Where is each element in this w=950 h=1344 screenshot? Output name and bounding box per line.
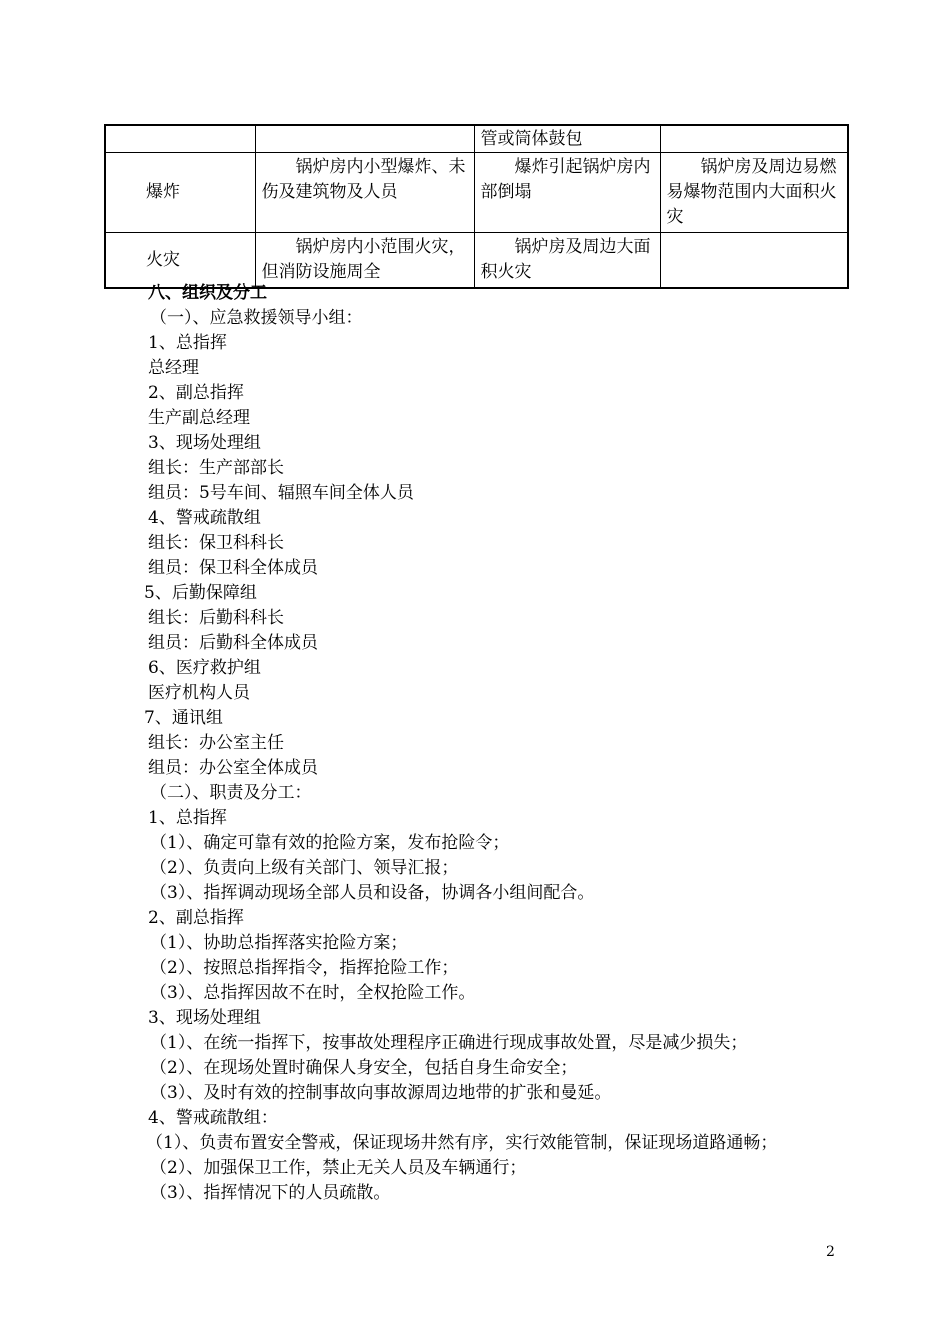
text-line: 1、总指挥 xyxy=(148,808,227,828)
table-cell xyxy=(660,125,848,153)
text-line: 组员：保卫科全体成员 xyxy=(148,558,318,578)
table-cell xyxy=(474,153,660,233)
text-line: （1）、负责布置安全警戒，保证现场井然有序，实行效能管制，保证现场道路通畅； xyxy=(146,1133,778,1153)
text-line: 6、医疗救护组 xyxy=(148,658,261,678)
text-line: （1）、确定可靠有效的抢险方案，发布抢险令； xyxy=(150,833,510,853)
text-line: （二）、职责及分工： xyxy=(150,783,312,803)
text-line: 组长：办公室主任 xyxy=(148,733,284,753)
table-cell xyxy=(474,233,660,289)
text-line: 2、副总指挥 xyxy=(148,383,244,403)
table-cell xyxy=(105,125,255,153)
table-cell xyxy=(660,153,848,233)
text-line: （2）、在现场处置时确保人身安全，包括自身生命安全； xyxy=(150,1058,578,1078)
text-line: （2）、按照总指挥指令，指挥抢险工作； xyxy=(150,958,459,978)
accident-level-table xyxy=(104,124,849,289)
text-line: （2）、加强保卫工作，禁止无关人员及车辆通行； xyxy=(150,1158,527,1178)
text-line: 医疗机构人员 xyxy=(148,683,250,703)
text-line: 3、现场处理组 xyxy=(148,433,261,453)
cell-text: 锅炉房及周边易燃易爆物范围内大面积火灾 xyxy=(666,157,837,227)
text-line: （3）、总指挥因故不在时，全权抢险工作。 xyxy=(150,983,476,1003)
table-cell: 管或筒体鼓包 xyxy=(474,125,660,153)
table-row xyxy=(105,153,848,233)
text-line: 3、现场处理组 xyxy=(148,1008,261,1028)
cell-text: 锅炉房内小型爆炸、未伤及建筑物及人员 xyxy=(261,157,466,202)
text-line: 组员：办公室全体成员 xyxy=(148,758,318,778)
text-line: 总经理 xyxy=(148,358,199,378)
text-line: 生产副总经理 xyxy=(148,408,250,428)
text-line: （一）、应急救援领导小组： xyxy=(150,308,363,328)
text-line: 5、后勤保障组 xyxy=(144,583,257,603)
text-line: 7、通讯组 xyxy=(144,708,223,728)
text-line: 组员：后勤科全体成员 xyxy=(148,633,318,653)
table-row-label: 火灾 xyxy=(105,233,255,289)
table-row-label: 爆炸 xyxy=(105,153,255,233)
text-line: （3）、指挥情况下的人员疏散。 xyxy=(150,1183,391,1203)
table-cell xyxy=(255,153,474,233)
page-number: 2 xyxy=(826,1244,835,1260)
text-line: 2、副总指挥 xyxy=(148,908,244,928)
text-line: （1）、协助总指挥落实抢险方案； xyxy=(150,933,408,953)
section-title: 八、组织及分工 xyxy=(148,283,267,303)
text-line: （3）、及时有效的控制事故向事故源周边地带的扩张和曼延。 xyxy=(150,1083,612,1103)
text-line: 组长：保卫科科长 xyxy=(148,533,284,553)
text-line: （2）、负责向上级有关部门、领导汇报； xyxy=(150,858,459,878)
cell-text: 锅炉房内小范围火灾，但消防设施周全 xyxy=(261,237,466,282)
text-line: 组长：生产部部长 xyxy=(148,458,284,478)
text-line: （1）、在统一指挥下，按事故处理程序正确进行现成事故处置，尽是减少损失； xyxy=(150,1033,748,1053)
table-row xyxy=(105,233,848,289)
table-cell xyxy=(660,233,848,289)
cell-text: 锅炉房及周边大面积火灾 xyxy=(480,237,651,282)
text-line: 1、总指挥 xyxy=(148,333,227,353)
text-line: 4、警戒疏散组 xyxy=(148,508,261,528)
table-row xyxy=(105,125,848,153)
cell-text: 爆炸引起锅炉房内部倒塌 xyxy=(480,157,651,202)
table-cell xyxy=(255,125,474,153)
table-cell xyxy=(255,233,474,289)
text-line: 4、警戒疏散组： xyxy=(148,1108,278,1128)
text-line: 组长：后勤科科长 xyxy=(148,608,284,628)
text-line: （3）、指挥调动现场全部人员和设备，协调各小组间配合。 xyxy=(150,883,595,903)
text-line: 组员：5号车间、辐照车间全体人员 xyxy=(148,483,414,503)
